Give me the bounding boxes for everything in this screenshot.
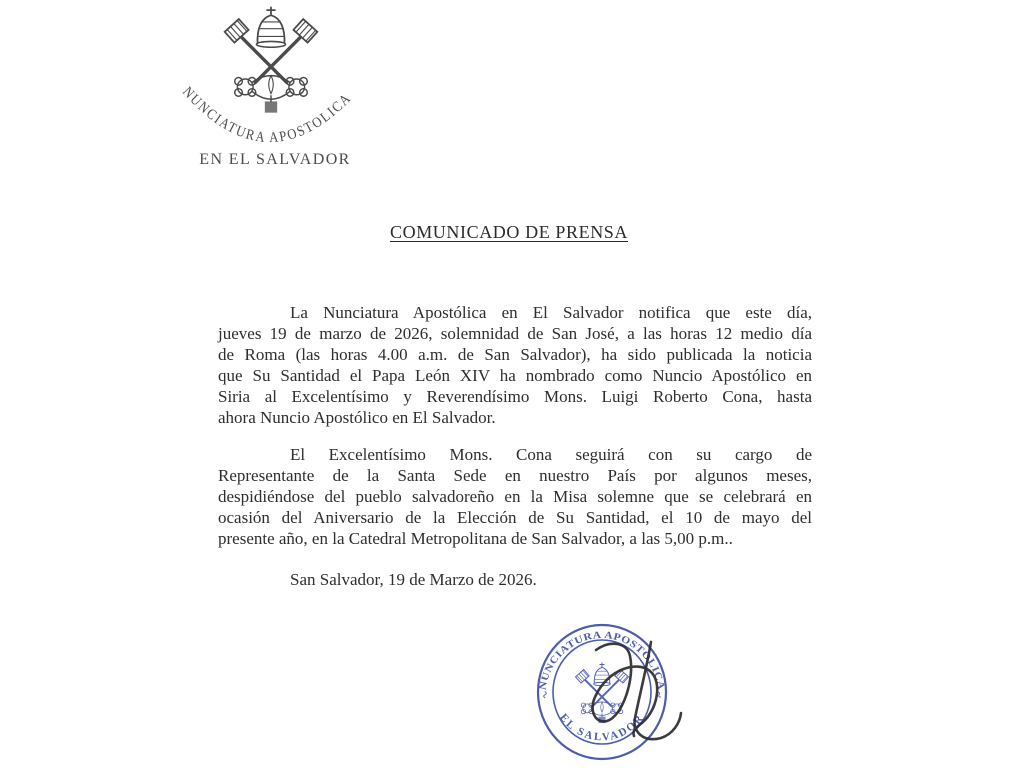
seal-separator-right: ~ bbox=[651, 689, 668, 701]
body-line: ocasión del Aniversario de la Elección de Su Santidad, el 10 de mayo del bbox=[218, 508, 812, 528]
seal-arc-bottom-text: EL SALVADOR bbox=[557, 711, 647, 744]
body-line: Representante de la Santa Sede en nuestro País por algunos meses, bbox=[218, 466, 812, 486]
paragraph-2 bbox=[218, 445, 812, 550]
document-title: COMUNICADO DE PRENSA bbox=[389, 222, 629, 242]
body-line: que Su Santidad el Papa León XIV ha nombrado como Nuncio Apostólico en bbox=[218, 365, 812, 385]
letterhead bbox=[150, 0, 450, 180]
letterhead-arc-title: NUNCIATURA APOSTOLICA bbox=[179, 84, 357, 147]
seal-separator-left: ~ bbox=[536, 689, 553, 701]
paragraph-1 bbox=[218, 303, 812, 428]
nunciature-seal bbox=[530, 618, 700, 768]
body-line: ahora Nuncio Apostólico en El Salvador. bbox=[218, 407, 496, 427]
body-line: de Roma (las horas 4.00 a.m. de San Salvador), ha sido publicada la noticia bbox=[218, 344, 812, 364]
seal-arc-top-text: NUNCIATURA APOSTOLICA bbox=[537, 629, 667, 691]
papal-coat-of-arms-icon bbox=[225, 7, 318, 112]
body-line: Siria al Excelentísimo y Reverendísimo Mons. Luigi Roberto Cona, hasta bbox=[218, 386, 812, 406]
letterhead-subtitle: EN EL SALVADOR bbox=[199, 151, 351, 168]
body-line: jueves 19 de marzo de 2026, solemnidad de San José, a las horas 12 medio día bbox=[218, 323, 812, 343]
body-line: La Nunciatura Apostólica en El Salvador notifica que este día, bbox=[290, 303, 812, 322]
body-line: presente año, en la Catedral Metropolitana de San Salvador, a las 5,00 p.m.. bbox=[218, 529, 733, 549]
document-body bbox=[218, 303, 812, 591]
body-line: despidiéndose del pueblo salvadoreño en la Misa solemne que se celebrará en bbox=[218, 487, 812, 507]
seal-coat-of-arms-icon bbox=[576, 663, 629, 723]
dateline: San Salvador, 19 de Marzo de 2026. bbox=[290, 569, 537, 589]
body-line: El Excelentísimo Mons. Cona seguirá con su cargo de bbox=[290, 445, 812, 465]
